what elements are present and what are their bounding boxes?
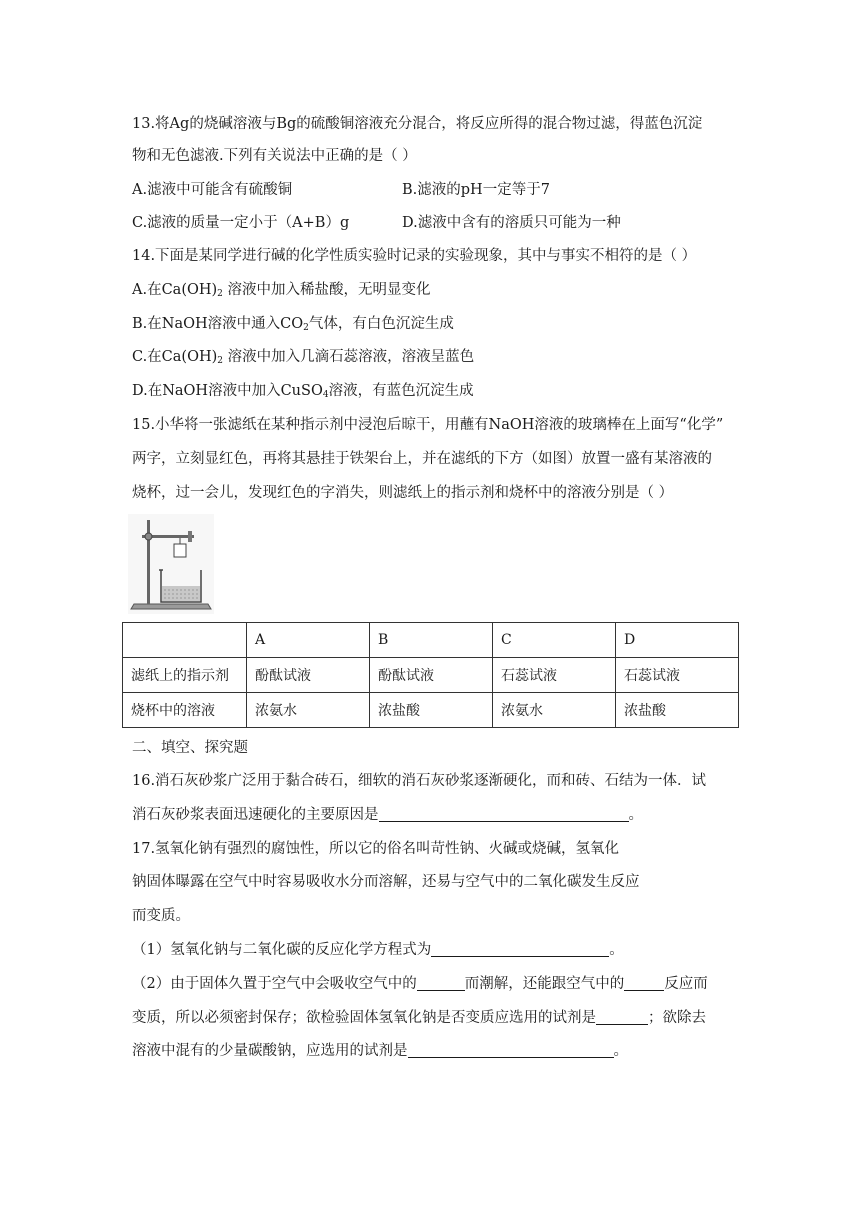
q14-option-b-subscript: 2 [303,323,309,333]
table-cell: 石蕊试液 [493,658,616,693]
q14-option-a [132,280,431,304]
q13-option-d: D.滤液中含有的溶质只可能为一种 [402,215,621,231]
table-cell: C [493,623,616,658]
q16-line1: 16.消石灰砂浆广泛用于黏合砖石，细软的消石灰砂浆逐渐硬化，而和砖、石结为一体．试 [132,773,707,789]
q17-part1 [132,940,624,960]
q14-option-c [132,347,474,371]
table-cell: A [247,623,370,658]
q17-blank-removal-reagent[interactable] [408,1042,614,1058]
q15-choice-table [122,622,739,728]
q17-blank-react[interactable] [624,975,664,991]
q13-option-b: B.滤液的pH一定等于7 [402,182,550,198]
table-cell: 浓盐酸 [616,693,739,728]
q17-part2-line2-text: 变质，所以必须密封保存；欲检验固体氢氧化钠是否变质应选用的试剂是 [132,1010,596,1026]
q17-line3: 而变质。 [132,908,190,924]
table-cell: B [370,623,493,658]
table-cell: 滤纸上的指示剂 [123,658,247,693]
q14-option-a-text: A.在Ca(OH) [132,282,218,298]
table-row [123,693,739,728]
q17-part2-text-c: 反应而 [664,976,708,992]
q17-equation-blank[interactable] [431,941,609,957]
q15-line2: 两字，立刻显红色，再将其悬挂于铁架台上，并在滤纸的下方（如图）放置一盛有某溶液的 [132,451,712,467]
q16-answer-blank[interactable] [379,806,629,822]
q13-stem-line1: 13.将Ag的烧碱溶液与Bg的硫酸铜溶液充分混合，将反应所得的混合物过滤，得蓝色沉淀 [132,116,703,132]
table-cell: 烧杯中的溶液 [123,693,247,728]
table-header-row [123,623,739,658]
q14-option-b [132,314,454,338]
q17-blank-absorb[interactable] [417,975,465,991]
q13-stem-line2: 物和无色滤液.下列有关说法中正确的是（ ） [132,148,417,164]
q17-line1: 17.氢氧化钠有强烈的腐蚀性，所以它的俗名叫苛性钠、火碱或烧碱，氢氧化 [132,841,620,857]
q14-option-b-text-rest: 气体，有白色沉淀生成 [308,316,454,332]
table-cell [123,623,247,658]
q14-option-d-subscript: 4 [322,390,329,400]
table-cell: 浓氨水 [493,693,616,728]
q17-part2-text-b: 而潮解，还能跟空气中的 [464,976,625,992]
q14-option-c-text-rest: 溶液中加入几滴石蕊溶液，溶液呈蓝色 [223,349,475,365]
q17-part2-line2 [132,1008,706,1028]
table-cell: 石蕊试液 [616,658,739,693]
q17-part1-text: （1）氢氧化钠与二氧化碳的反应化学方程式为 [132,942,432,958]
q17-part2-text-a: （2）由于固体久置于空气中会吸收空气中的 [132,976,417,992]
section-title: 二、填空、探究题 [132,740,248,756]
q17-part2-line3 [132,1041,628,1061]
q13-option-c: C.滤液的质量一定小于（A+B）g [132,215,350,231]
q14-option-d [132,381,474,405]
q17-part2-line1 [132,974,708,994]
q14-option-a-subscript: 2 [217,289,223,299]
q16-line2-end: 。 [628,807,643,823]
iron-stand-beaker-figure [128,514,214,614]
q13-option-a: A.滤液中可能含有硫酸铜 [132,182,293,198]
q17-part1-end: 。 [609,942,624,958]
q15-line3: 烧杯，过一会儿，发现红色的字消失，则滤纸上的指示剂和烧杯中的溶液分别是（ ） [132,485,674,501]
q17-part2-line2-end: ；欲除去 [648,1010,706,1026]
q14-stem: 14.下面是某同学进行碱的化学性质实验时记录的实验现象，其中与事实不相符的是（ ） [132,248,697,264]
table-cell: D [616,623,739,658]
table-cell: 浓氨水 [247,693,370,728]
q14-option-d-text-rest: 溶液，有蓝色沉淀生成 [328,383,474,399]
q17-part2-line3-end: 。 [613,1043,628,1059]
q17-part2-line3-text: 溶液中混有的少量碳酸钠，应选用的试剂是 [132,1043,408,1059]
q14-option-c-text: C.在Ca(OH) [132,349,218,365]
table-row [123,658,739,693]
q17-blank-test-reagent[interactable] [596,1009,648,1025]
q16-line2 [132,805,643,825]
q14-option-c-subscript: 2 [217,356,224,366]
q14-option-b-text: B.在NaOH溶液中通入CO [132,316,304,332]
table-cell: 浓盐酸 [370,693,493,728]
q17-line2: 钠固体曝露在空气中时容易吸收水分而溶解，还易与空气中的二氧化碳发生反应 [132,874,640,890]
q14-option-d-text: D.在NaOH溶液中加入CuSO [132,383,323,399]
q14-option-a-text-rest: 溶液中加入稀盐酸，无明显变化 [222,282,431,298]
q15-line1: 15.小华将一张滤纸在某种指示剂中浸泡后晾干，用蘸有NaOH溶液的玻璃棒在上面写“化学” [132,417,724,433]
q16-line2-text: 消石灰砂浆表面迅速硬化的主要原因是 [132,807,379,823]
table-cell: 酚酞试液 [370,658,493,693]
table-cell: 酚酞试液 [247,658,370,693]
